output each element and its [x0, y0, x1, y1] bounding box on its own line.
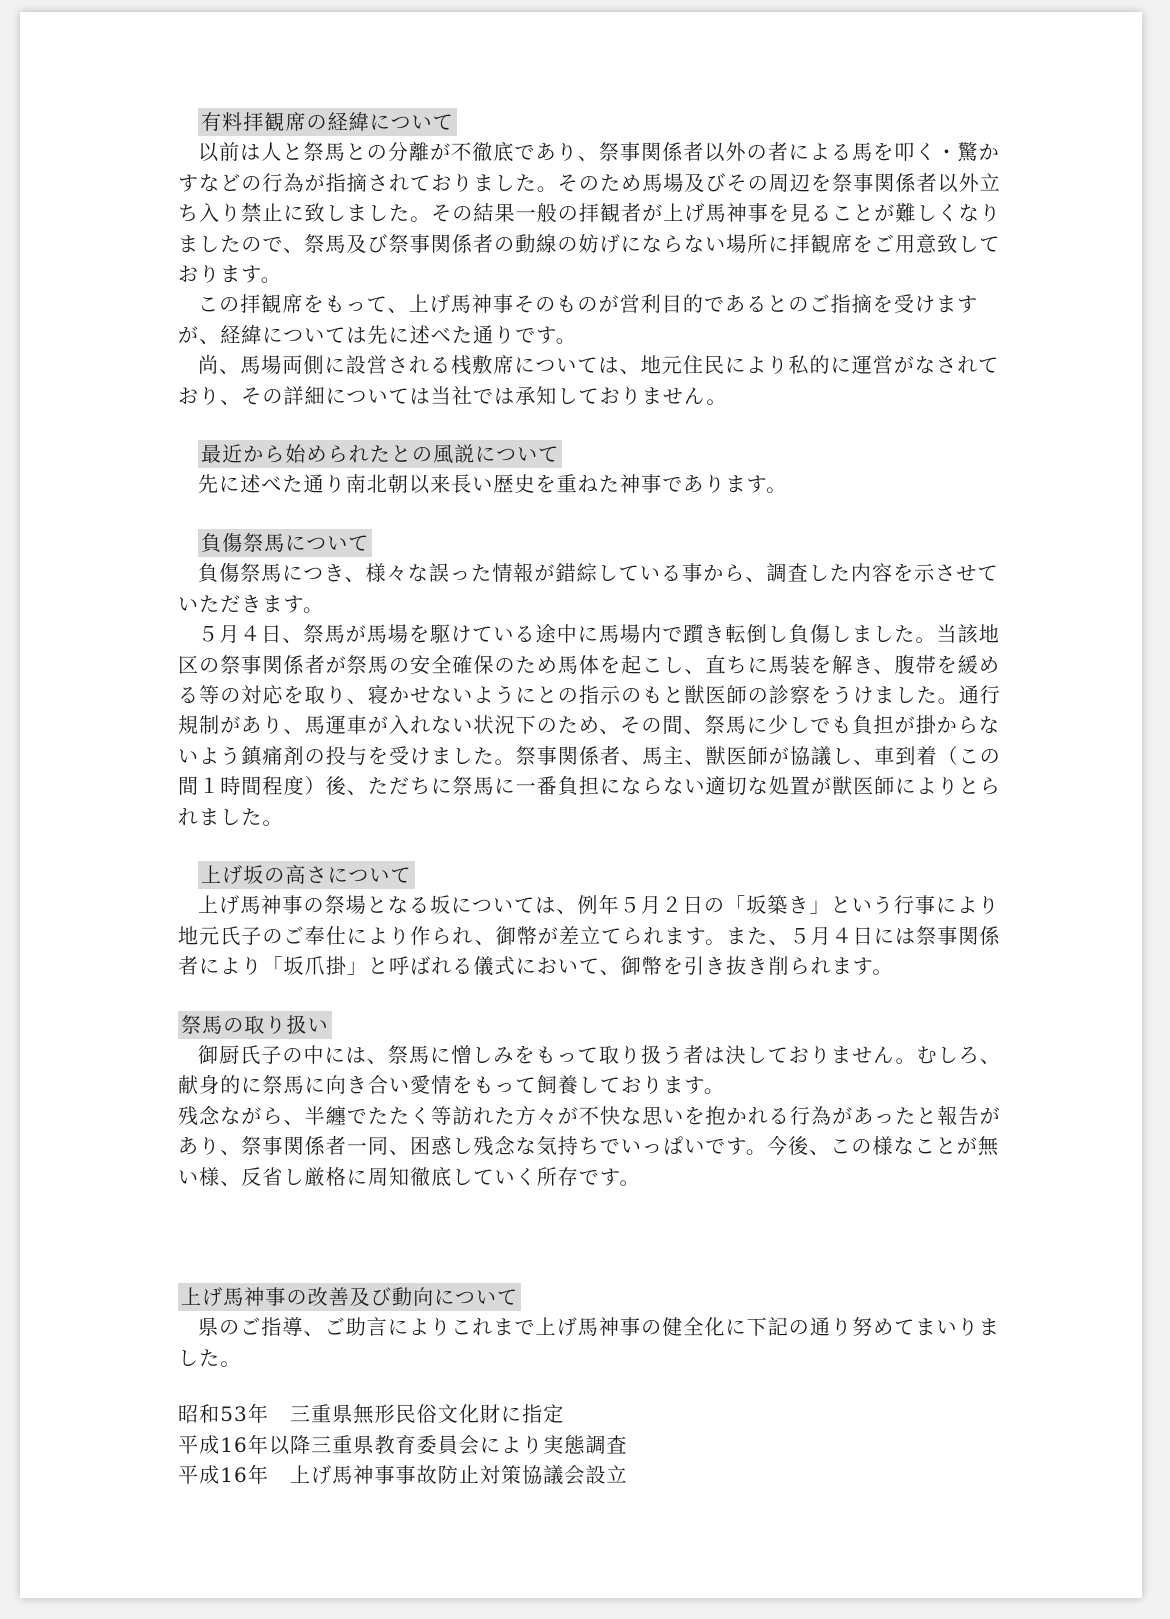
- section-heading: 祭馬の取り扱い: [178, 1011, 332, 1039]
- paragraph: 尚、馬場両側に設営される桟敷席については、地元住民により私的に運営がなされており、その詳細については当社では承知しておりません。: [178, 353, 1000, 408]
- section-heading: 上げ坂の高さについて: [198, 861, 415, 889]
- section-injured-horse: [178, 528, 1008, 832]
- history-item: 平成16年以降三重県教育委員会により実態調査: [178, 1432, 628, 1457]
- section-heading: 最近から始められたとの風説について: [198, 440, 562, 468]
- section-heading: 上げ馬神事の改善及び動向について: [178, 1283, 521, 1311]
- section-horse-handling: [178, 1010, 1008, 1192]
- history-list: [178, 1399, 1008, 1490]
- paragraph: ５月４日、祭馬が馬場を駆けている途中に馬場内で躓き転倒し負傷しました。当該地区の祭事関係者が祭馬の安全確保のため馬体を起こし、直ちに馬装を解き、腹帯を緩める等の対応を取り、寝かせないようにとの指示のもと獣医師の診察をうけました。通行規制があり、馬運車が入れない状況下のため、その間、祭馬に少しでも負担が掛からないよう鎮痛剤の投与を受けました。祭事関係者、馬主、獣医師が協議し、車到着（この間１時間程度）後、ただちに祭馬に一番負担にならない適切な処置が獣医師によりとられました。: [178, 622, 1001, 829]
- paragraph: 先に述べた通り南北朝以来長い歴史を重ねた神事であります。: [198, 472, 788, 497]
- history-item: 昭和53年 三重県無形民俗文化財に指定: [178, 1402, 565, 1427]
- paragraph: この拝観席をもって、上げ馬神事そのものが営利目的であるとのご指摘を受けますが、経緯については先に述べた通りです。: [178, 292, 979, 347]
- paragraph: 御厨氏子の中には、祭馬に憎しみをもって取り扱う者は決しておりません。むしろ、献身的に祭馬に向き合い愛情をもって飼養しております。: [178, 1042, 1001, 1098]
- section-improvements: [178, 1282, 1008, 1373]
- document-page: [20, 12, 1142, 1598]
- section-viewing-seats: [178, 107, 1008, 411]
- section-rumor: [178, 439, 1008, 500]
- paragraph: 負傷祭馬につき、様々な誤った情報が錯綜している事から、調査した内容を示させていただきます。: [178, 561, 999, 616]
- paragraph: 県のご指導、ご助言によりこれまで上げ馬神事の健全化に下記の通り努めてまいりました。: [178, 1315, 1000, 1370]
- history-item: 平成16年 上げ馬神事事故防止対策協議会設立: [178, 1463, 628, 1488]
- document-body: [178, 107, 1008, 1490]
- section-slope-height: [178, 860, 1008, 982]
- paragraph: 上げ馬神事の祭場となる坂については、例年５月２日の「坂築き」という行事により地元氏子のご奉仕により作られ、御幣が差立てられます。また、５月４日には祭事関係者により「坂爪掛」と呼ばれる儀式において、御幣を引き抜き削られます。: [178, 893, 1001, 979]
- paragraph: 残念ながら、半纏でたたく等訪れた方々が不快な思いを抱かれる行為があったと報告があり、祭事関係者一同、困惑し残念な気持ちでいっぱいです。今後、この様なことが無い様、反省し厳格に周知徹底していく所存です。: [178, 1103, 1001, 1189]
- section-heading: 負傷祭馬について: [198, 529, 372, 557]
- paragraph: 以前は人と祭馬との分離が不徹底であり、祭事関係者以外の者による馬を叩く・驚かすなどの行為が指摘されておりました。そのため馬場及びその周辺を祭事関係者以外立ち入り禁止に致しました。その結果一般の拝観者が上げ馬神事を見ることが難しくなりましたので、祭馬及び祭事関係者の動線の妨げにならない場所に拝観席をご用意致しております。: [178, 140, 1001, 287]
- section-heading: 有料拝観席の経緯について: [198, 108, 457, 136]
